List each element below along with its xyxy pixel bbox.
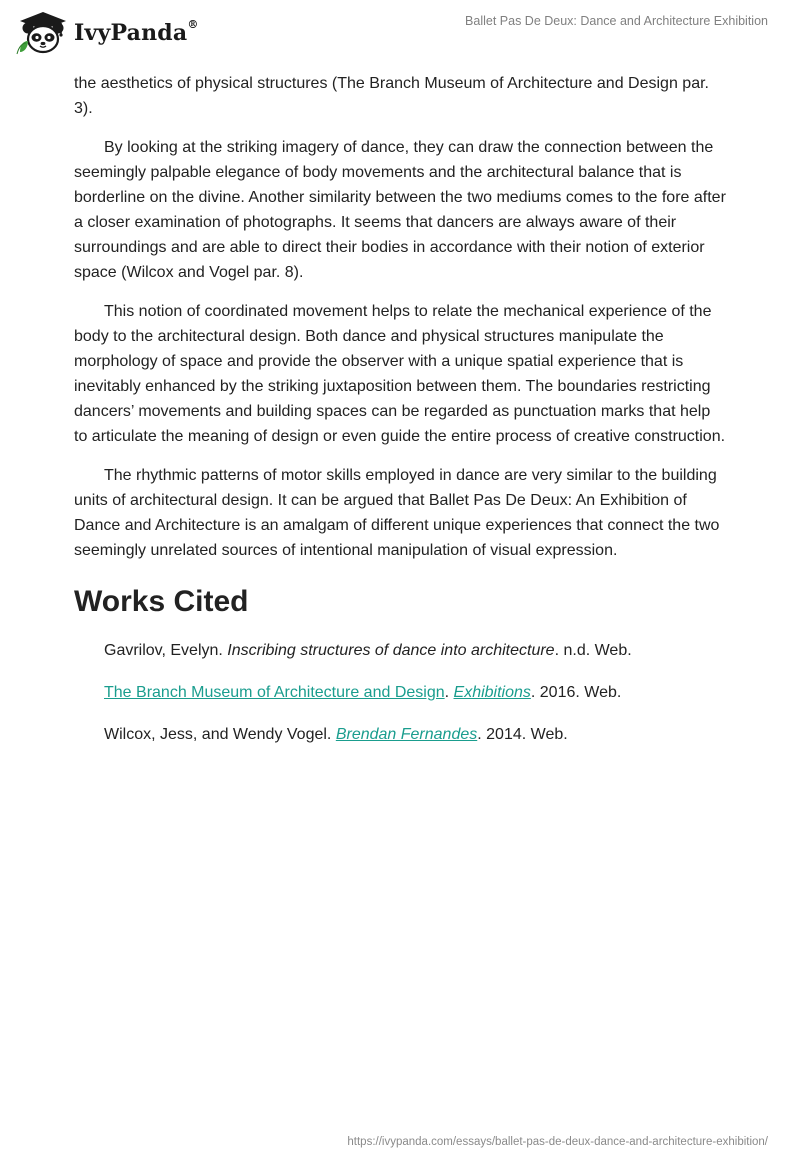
- citation-title: Inscribing structures of dance into architecture: [227, 642, 555, 659]
- citation-details: . 2016. Web.: [530, 684, 622, 701]
- paragraph: The rhythmic patterns of motor skills employed in dance are very similar to the building units of architectural design. It can be argued that Ballet Pas De Deux: An Exhibition of Dance and Architecture is an amalgam of different unique experiences that connect the two seemingly unrelated sources of intentional manipulation of visual expression.: [74, 467, 720, 559]
- essay-content: [74, 71, 726, 764]
- paragraph: the aesthetics of physical structures (The Branch Museum of Architecture and Design par. 3).: [74, 75, 709, 117]
- works-cited-list: [74, 638, 726, 747]
- citation-item: [104, 722, 726, 747]
- citation-details: . n.d. Web.: [554, 642, 632, 659]
- citation-item: [104, 638, 726, 663]
- ivypanda-logo[interactable]: [14, 8, 199, 58]
- source-url: https://ivypanda.com/essays/ballet-pas-de-deux-dance-and-architecture-exhibition/: [347, 1136, 768, 1148]
- citation-author: Gavrilov, Evelyn.: [104, 642, 228, 659]
- page-header: [0, 0, 800, 66]
- paragraph: This notion of coordinated movement helps to relate the mechanical experience of the body to the architectural design. Both dance and physical structures manipulate the morphology of space and provide the observer with a unique spatial experience that is inevitably enhanced by the striking juxtaposition between them. The boundaries restricting dancers’ movements and building spaces can be regarded as punctuation marks that help to articulate the meaning of design or even guide the entire process of creative construction.: [74, 303, 726, 445]
- paragraph: By looking at the striking imagery of dance, they can draw the connection between the seemingly palpable elegance of body movements and the architectural balance that is borderline on the divine. Another similarity between the two mediums comes to the fore after a closer examination of photographs. It seems that dancers are always aware of their surroundings and are able to direct their bodies in accordance with their notion of exterior space (Wilcox and Vogel par. 8).: [74, 139, 726, 281]
- citation-title-link[interactable]: Brendan Fernandes: [335, 726, 478, 743]
- works-cited-heading: Works Cited: [74, 585, 249, 618]
- citation-title-link[interactable]: Exhibitions: [453, 684, 531, 701]
- panda-graduation-cap-icon: [14, 10, 72, 56]
- citation-author: Wilcox, Jess, and Wendy Vogel.: [104, 726, 336, 743]
- citation-item: [104, 680, 726, 705]
- citation-separator: .: [444, 684, 454, 701]
- document-title: Ballet Pas De Deux: Dance and Architecture Exhibition: [465, 14, 768, 28]
- brand-name: IvyPanda®: [74, 18, 199, 46]
- citation-details: . 2014. Web.: [477, 726, 568, 743]
- citation-author-link[interactable]: The Branch Museum of Architecture and Design: [104, 684, 445, 701]
